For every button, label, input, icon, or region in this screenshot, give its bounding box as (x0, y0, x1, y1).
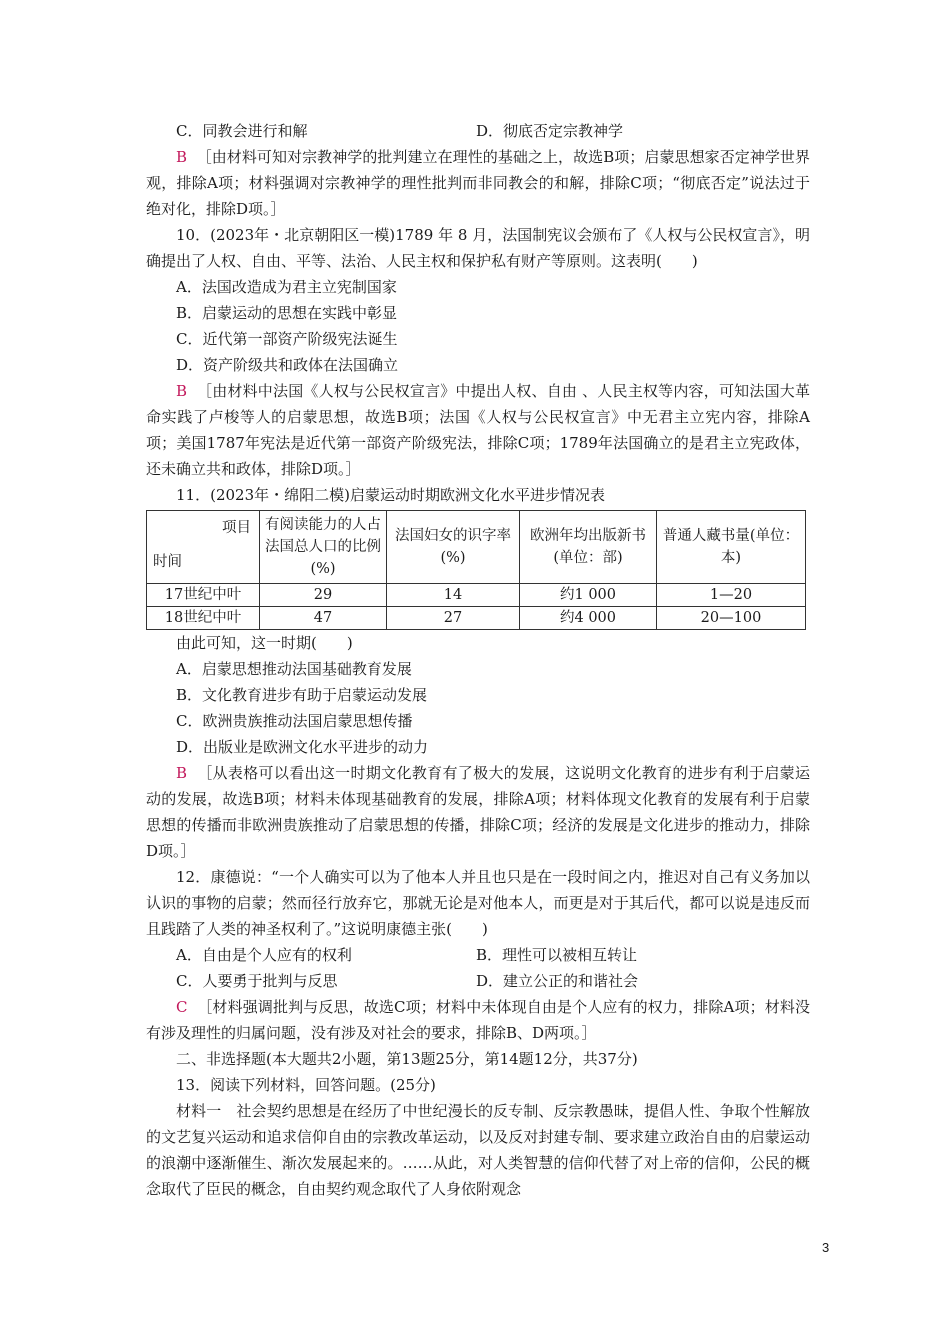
table-header-row (147, 511, 806, 584)
table-header-cell: 普通人藏书量(单位：本) (657, 511, 806, 584)
q9-option-c: C．同教会进行和解 (176, 122, 308, 140)
table-header-cell: 法国妇女的识字率(%) (387, 511, 520, 584)
table-corner-cell (147, 511, 260, 584)
q12-option-a: A．自由是个人应有的权利 (176, 946, 352, 964)
table-cell: 约1 000 (520, 584, 657, 607)
q11-follow: 由此可知，这一时期( ) (176, 634, 353, 652)
q10-option-a: A．法国改造成为君主立宪制国家 (176, 278, 397, 296)
q12-options-ab (146, 942, 810, 968)
q11-answer (146, 760, 810, 864)
q9-option-d: D．彻底否定宗教神学 (476, 122, 624, 140)
q12-stem: 12．康德说：“一个人确实可以为了他本人并且也只是在一段时间之内，推迟对自己有义务加以认识的事物的启蒙；然而径行放弃它，那就无论是对他本人，而更是对于其后代，都可以说是违反而且践踏了人类的神圣权利了。”这说明康德主张( ) (146, 868, 810, 938)
q10-answer (146, 378, 810, 482)
q12-option-c: C．人要勇于批判与反思 (176, 972, 338, 990)
q9-answer (146, 144, 810, 222)
table-cell: 17世纪中叶 (147, 584, 260, 607)
q11-option-c: C．欧洲贵族推动法国启蒙思想传播 (176, 712, 413, 730)
q11-answer-letter: B (176, 764, 188, 782)
table-header-cell: 欧洲年均出版新书(单位：部) (520, 511, 657, 584)
q13-material-1: 材料一 社会契约思想是在经历了中世纪漫长的反专制、反宗教愚昧，提倡人性、争取个性解放的文艺复兴运动和追求信仰自由的宗教改革运动，以及反对封建专制、要求建立政治自由的启蒙运动的浪潮中逐渐催生、渐次发展起来的。……从此，对人类智慧的信仰代替了对上帝的信仰，公民的概念取代了臣民的概念，自由契约观念取代了人身依附观念 (146, 1102, 810, 1198)
table-row (147, 584, 806, 607)
table-header-cell: 有阅读能力的人占法国总人口的比例(%) (260, 511, 387, 584)
table-cell: 18世纪中叶 (147, 607, 260, 630)
q11-stem: 11．(2023年・绵阳二模)启蒙运动时期欧洲文化水平进步情况表 (176, 486, 605, 504)
q9-answer-letter: B (176, 148, 188, 166)
q11-option-a: A．启蒙思想推动法国基础教育发展 (176, 660, 412, 678)
q10-stem: 10．(2023年・北京朝阳区一模)1789 年 8 月，法国制宪议会颁布了《人权与公民权宣言》，明确提出了人权、自由、平等、法治、人民主权和保护私有财产等原则。这表明( ) (146, 226, 810, 270)
page-number: 3 (822, 1240, 830, 1255)
table-cell: 27 (387, 607, 520, 630)
corner-label-item: 项目 (222, 520, 251, 536)
q10-option-d: D．资产阶级共和政体在法国确立 (176, 356, 399, 374)
q11-answer-explanation: ［从表格可以看出这一时期文化教育有了极大的发展，这说明文化教育的进步有利于启蒙运动的发展，故选B项；材料未体现基础教育的发展，排除A项；材料体现文化教育的发展有利于启蒙思想的传播而非欧洲贵族推动了启蒙思想的传播，排除C项；经济的发展是文化进步的推动力，排除D项。］ (146, 764, 810, 860)
table-row (147, 607, 806, 630)
table-cell: 1—20 (657, 584, 806, 607)
q11-option-b: B．文化教育进步有助于启蒙运动发展 (176, 686, 428, 704)
q10-option-b: B．启蒙运动的思想在实践中彰显 (176, 304, 398, 322)
table-cell: 47 (260, 607, 387, 630)
table-cell: 14 (387, 584, 520, 607)
q12-answer (146, 994, 810, 1046)
q10-option-c: C．近代第一部资产阶级宪法诞生 (176, 330, 398, 348)
q13-stem: 13．阅读下列材料，回答问题。(25分) (176, 1076, 436, 1094)
q9-options-cd (146, 118, 810, 144)
q10-answer-explanation: ［由材料中法国《人权与公民权宣言》中提出人权、自由 、人民主权等内容，可知法国大革命实践了卢梭等人的启蒙思想，故选B项；法国《人权与公民权宣言》中无君主立宪内容，排除A项；美国1787年宪法是近代第一部资产阶级宪法，排除C项；1789年法国确立的是君主立宪政体，还未确立共和政体，排除D项。］ (146, 382, 810, 478)
q11-option-d: D．出版业是欧洲文化水平进步的动力 (176, 738, 429, 756)
q12-option-d: D．建立公正的和谐社会 (476, 972, 639, 990)
q12-option-b: B．理性可以被相互转让 (476, 946, 638, 964)
section-heading: 二、非选择题(本大题共2小题，第13题25分，第14题12分，共37分) (176, 1050, 638, 1068)
q12-answer-explanation: ［材料强调批判与反思，故选C项；材料中未体现自由是个人应有的权力，排除A项；材料没有涉及理性的归属问题，没有涉及对社会的要求，排除B、D两项。］ (146, 998, 810, 1042)
table-cell: 20—100 (657, 607, 806, 630)
q12-answer-letter: C (176, 998, 188, 1016)
table-cell: 29 (260, 584, 387, 607)
q10-answer-letter: B (176, 382, 188, 400)
page-content (146, 118, 810, 1202)
q12-options-cd (146, 968, 810, 994)
table-cell: 约4 000 (520, 607, 657, 630)
q9-answer-explanation: ［由材料可知对宗教神学的批判建立在理性的基础之上，故选B项；启蒙思想家否定神学世界观，排除A项；材料强调对宗教神学的理性批判而非同教会的和解，排除C项；“彻底否定”说法过于绝对化，排除D项。］ (146, 148, 810, 218)
corner-label-time: 时间 (153, 554, 182, 570)
q11-table (146, 510, 806, 630)
